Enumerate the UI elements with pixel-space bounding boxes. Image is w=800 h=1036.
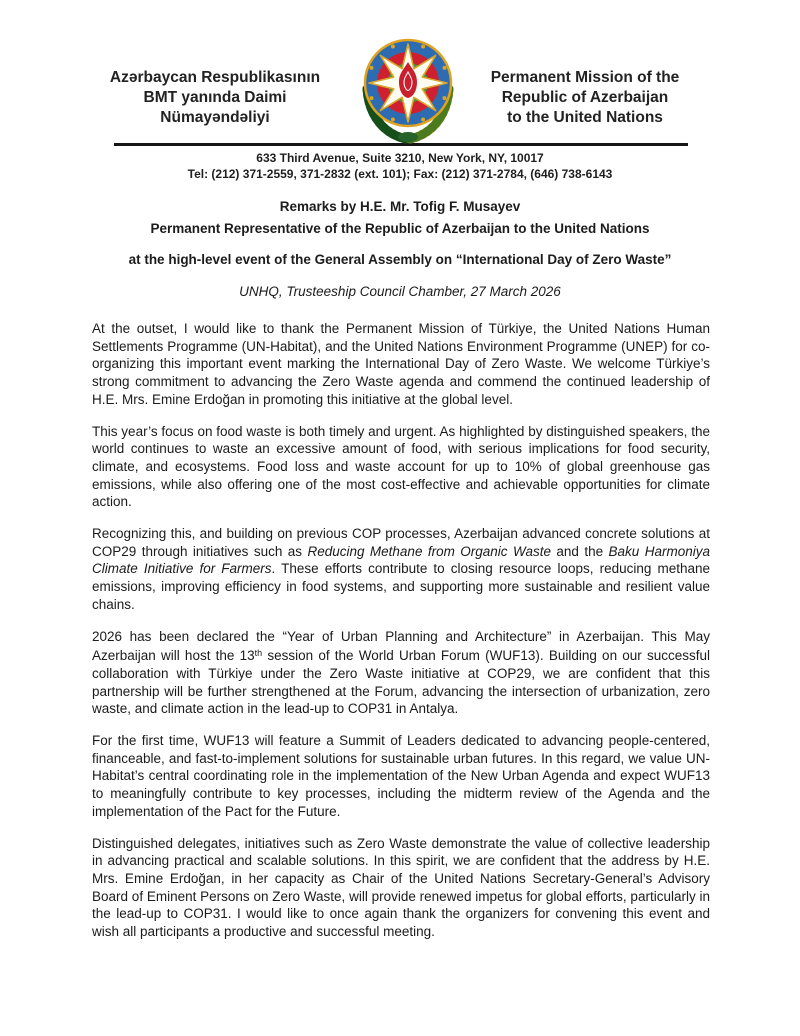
- text-run: Recognizing this, and building on previous COP processes, Azerbaijan advanced concrete solutions at COP29 through initiatives such as: [92, 526, 710, 559]
- document-body: [92, 320, 710, 955]
- address-block: [0, 151, 800, 182]
- mission-english-line-1: Permanent Mission of the: [490, 69, 680, 86]
- text-run: For the first time, WUF13 will feature a Summit of Leaders dedicated to advancing people-centered, financeable, and fast-to-implement solutions for sustainable urban futures. In this regard, we value UN-Habitat’s central coordinating role in the implementation of the New Urban Agenda and expect WUF13 to meaningfully contribute to key processes, including the midterm review of the Agenda and the implementation of the Pact for the Future.: [92, 733, 710, 819]
- text-run: This year’s focus on food waste is both timely and urgent. As highlighted by distinguished speakers, the world continues to waste an excessive amount of food, with serious implications for food security, climate, and ecosystems. Food loss and waste account for up to 10% of global greenhouse gas emissions, while also offering one of the most cost-effective and achievable opportunities for climate action.: [92, 423, 710, 510]
- mission-name-native: [85, 68, 345, 128]
- mission-native-line-2: BMT yanında Daimi: [143, 89, 287, 106]
- italic-text-run: Reducing Methane from Organic Waste: [307, 543, 551, 559]
- text-run: Distinguished delegates, initiatives such as Zero Waste demonstrate the value of collective leadership in advancing practical and scalable solutions. In this spirit, we are confident that the address by H.E. Mrs. Emine Erdoğan, in her capacity as Chair of the United Nations Secretary-General’s Advisory Board of Eminent Persons on Zero Waste, will provide renewed impetus for global efforts, particularly in the lead-up to COP31. I would like to once again thank the organizers for convening this event and wish all participants a productive and successful meeting.: [92, 835, 710, 940]
- text-run: 2026 has been declared the “Year of Urban Planning and Architecture” in Azerbaijan. This May Azerbaijan will host the 13: [92, 628, 710, 664]
- paragraph: [92, 320, 710, 409]
- event-title: at the high-level event of the General Assembly on “International Day of Zero Waste”: [128, 252, 672, 267]
- remarks-speaker: Remarks by H.E. Mr. Tofig F. Musayev: [279, 199, 521, 214]
- mission-native-line-3: Nümayəndəliyi: [160, 109, 270, 126]
- mission-native-line-1: Azərbaycan Respublikasının: [109, 69, 321, 86]
- text-run: At the outset, I would like to thank the Permanent Mission of Türkiye, the United Nations Human Settlements Programme (UN-Habitat), and the United Nations Environment Programme (UNEP) for co-organizing this important event marking the International Day of Zero Waste. We welcome Türkiye’s strong commitment to advancing the Zero Waste agenda and commend the continued leadership of H.E. Mrs. Emine Erdoğan in promoting this initiative at the global level.: [92, 321, 710, 407]
- paragraph: [92, 423, 710, 512]
- contact-line: Tel: (212) 371-2559, 371-2832 (ext. 101); Fax: (212) 371-2784, (646) 738-6143: [187, 166, 613, 181]
- text-run: . These efforts contribute to closing resource loops, reducing methane emissions, improving efficiency in food systems, and supporting more sustainable and resilient value chains.: [92, 561, 710, 612]
- mission-english-line-2: Republic of Azerbaijan: [501, 89, 669, 106]
- text-run: session of the World Urban Forum (WUF13). Building on our successful collaboration with Türkiye under the Zero Waste initiative at COP29, we are confident that this partnership will be further strengthened at the Forum, advancing the intersection of urbanization, zero waste, and climate action in the lead-up to COP31 in Antalya.: [92, 648, 711, 717]
- azerbaijan-state-emblem-icon: [356, 32, 464, 144]
- italic-text-run: Baku Harmoniya Climate Initiative for Farmers: [92, 543, 710, 577]
- paragraph: [92, 628, 710, 719]
- superscript-run: th: [254, 648, 263, 659]
- paragraph: [92, 835, 710, 941]
- speaker-role: Permanent Representative of the Republic of Azerbaijan to the United Nations: [150, 221, 650, 236]
- emblem-wreath-base: [398, 132, 418, 142]
- azerbaijan-emblem-svg: [356, 32, 464, 144]
- text-run: and the: [550, 543, 609, 559]
- paragraph: [92, 732, 710, 821]
- mission-english-line-3: to the United Nations: [507, 109, 663, 126]
- venue-date: UNHQ, Trusteeship Council Chamber, 27 March 2026: [239, 284, 561, 299]
- mission-name-english: [455, 68, 715, 128]
- address-line: 633 Third Avenue, Suite 3210, New York, NY, 10017: [256, 151, 544, 165]
- paragraph: [92, 525, 710, 614]
- title-block: [60, 196, 740, 303]
